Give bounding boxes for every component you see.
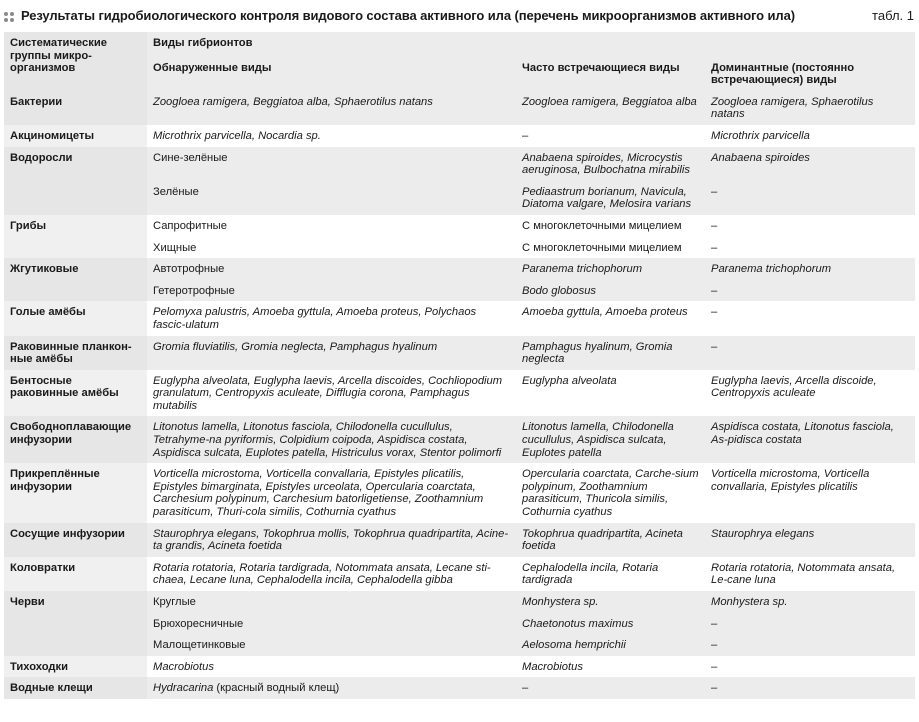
cell-group: Грибы [4, 215, 147, 237]
cell-frequent: Monhystera sp. [516, 591, 705, 613]
species-table [4, 32, 915, 699]
cell-dominant: – [705, 301, 915, 335]
detected-text: Круглые [153, 596, 196, 608]
cell-group [4, 613, 147, 635]
cell-dominant: – [705, 634, 915, 656]
cell-frequent: – [516, 677, 705, 699]
cell-dominant: – [705, 336, 915, 370]
detected-text: Брюхоресничные [153, 617, 244, 630]
cell-frequent: Euglypha alveolata [516, 370, 705, 417]
cell-detected [147, 656, 516, 678]
cell-dominant: Vorticella microstoma, Vorticella convallaria, Epistyles plicatilis [705, 463, 915, 522]
cell-frequent: Litonotus lamella, Chilodonella cucullulus, Aspidisca sulcata, Euplotes patella [516, 416, 705, 463]
cell-dominant: Anabaena spiroides [705, 147, 915, 181]
cell-dominant: – [705, 656, 915, 678]
detected-text: Малощетинковые [153, 639, 246, 652]
cell-group [4, 634, 147, 656]
cell-detected [147, 280, 516, 302]
table-row [4, 301, 915, 335]
cell-group: Коловратки [4, 557, 147, 591]
header-row [4, 32, 915, 52]
cell-detected [147, 237, 516, 259]
cell-detected [147, 591, 516, 613]
cell-frequent: Anabaena spiroides, Microcystis aeruginosa, Bulbochatna mirabilis [516, 147, 705, 181]
cell-frequent: Amoeba gyttula, Amoeba proteus [516, 301, 705, 335]
cell-group: Акциномицеты [4, 125, 147, 147]
cell-frequent: – [516, 125, 705, 147]
cell-detected [147, 613, 516, 635]
table-row [4, 125, 915, 147]
header-detected: Обнаруженные виды [147, 52, 516, 91]
header-frequent: Часто встречающиеся виды [516, 52, 705, 91]
cell-dominant: Rotaria rotatoria, Notommata ansata, Le-cane luna [705, 557, 915, 591]
detected-text: Хищные [153, 241, 197, 254]
cell-group: Свободноплавающие инфузории [4, 416, 147, 463]
detected-text: Zoogloea ramigera, Beggiatoa alba, Sphaerotilus natans [153, 95, 433, 108]
table-row [4, 258, 915, 280]
cell-group: Сосущие инфузории [4, 523, 147, 557]
cell-detected [147, 301, 516, 335]
table-row [4, 634, 915, 656]
cell-detected [147, 416, 516, 463]
cell-group [4, 237, 147, 259]
detected-text: Hydracarina [153, 682, 214, 695]
cell-frequent: Tokophrua quadripartita, Acineta foetida [516, 523, 705, 557]
cell-dominant: Aspidisca costata, Litonotus fasciola, As-pidisca costata [705, 416, 915, 463]
table-row [4, 91, 915, 125]
cell-dominant: Paranema trichophorum [705, 258, 915, 280]
table-row [4, 613, 915, 635]
cell-group: Прикреплённые инфузории [4, 463, 147, 522]
cell-frequent: Opercularia coarctata, Carche-sium polypinum, Zoothamnium parasiticum, Thuricola similis, Cothurnia cyathus [516, 463, 705, 522]
table-row [4, 336, 915, 370]
cell-detected [147, 91, 516, 125]
table-row [4, 523, 915, 557]
cell-detected [147, 181, 516, 215]
cell-dominant: Staurophrya elegans [705, 523, 915, 557]
header-groups: Систематические группы микро-организмов [4, 32, 147, 91]
cell-dominant: – [705, 677, 915, 699]
detected-text: Vorticella microstoma, Vorticella convallaria, Epistyles plicatilis, Epistyles bimarginata, Epistyles urceolata, Opercularia coarctata, Carchesium polypinum, Carchesium batorligetiense, Zoothamnium parasiticum, Thuri-cola similis, Cothurnia cyathus [153, 468, 484, 519]
cell-dominant: Microthrix parvicella [705, 125, 915, 147]
title-bar [0, 0, 919, 32]
cell-group: Раковинные планкон-ные амёбы [4, 336, 147, 370]
cell-group: Голые амёбы [4, 301, 147, 335]
cell-frequent: Paranema trichophorum [516, 258, 705, 280]
detected-suffix-text: (красный водный клещ) [213, 682, 340, 695]
table-row [4, 557, 915, 591]
cell-frequent: Pediaastrum borianum, Navicula, Diatoma valgare, Melosira varians [516, 181, 705, 215]
cell-detected [147, 125, 516, 147]
table-row [4, 416, 915, 463]
cell-group: Тихоходки [4, 656, 147, 678]
cell-frequent: С многоклеточными мицелием [516, 215, 705, 237]
cell-dominant: Zoogloea ramigera, Sphaerotilus natans [705, 91, 915, 125]
cell-detected [147, 215, 516, 237]
cell-detected [147, 677, 516, 699]
detected-text: Microthrix parvicella, Nocardia sp. [153, 129, 321, 142]
cell-frequent: Zoogloea ramigera, Beggiatoa alba [516, 91, 705, 125]
cell-detected [147, 523, 516, 557]
cell-group [4, 280, 147, 302]
table-row [4, 656, 915, 678]
cell-detected [147, 336, 516, 370]
table-row [4, 147, 915, 181]
cell-frequent: Chaetonotus maximus [516, 613, 705, 635]
detected-text: Зелёные [153, 185, 199, 198]
cell-group: Черви [4, 591, 147, 613]
cell-dominant: – [705, 237, 915, 259]
cell-dominant: – [705, 181, 915, 215]
cell-group: Водные клещи [4, 677, 147, 699]
cell-detected [147, 463, 516, 522]
cell-frequent: Bodo globosus [516, 280, 705, 302]
cell-group [4, 181, 147, 215]
detected-text: Rotaria rotatoria, Rotaria tardigrada, Notommata ansata, Lecane sti-chaea, Lecane luna, Cephalodella incila, Cephalodella gibba [153, 561, 491, 587]
cell-group: Водоросли [4, 147, 147, 181]
detected-text: Litonotus lamella, Litonotus fasciola, Chilodonella cucullulus, Tetrahyme-na pyriformis, Colpidium coipoda, Aspidisca costata, Aspidisca sulcata, Euplotes patella, Histriculus vorax, Stentor polimorfi [153, 421, 502, 459]
table-title: Результаты гидробиологического контроля видового состава активного ила (перечень микроорганизмов активного ила) [21, 8, 795, 23]
cell-group: Жгутиковые [4, 258, 147, 280]
cell-frequent: С многоклеточными мицелием [516, 237, 705, 259]
header-dominant: Доминантные (постоянно встречающиеся) виды [705, 52, 915, 91]
table-row [4, 237, 915, 259]
cell-frequent: Macrobiotus [516, 656, 705, 678]
bullet-dots-icon [4, 12, 14, 22]
cell-dominant: – [705, 280, 915, 302]
cell-frequent: Aelosoma hemprichii [516, 634, 705, 656]
table-body [4, 91, 915, 699]
table-row [4, 280, 915, 302]
table-reference: табл. 1 [872, 8, 914, 23]
detected-text: Сине-зелёные [153, 151, 228, 164]
detected-text: Гетеротрофные [153, 284, 235, 297]
header-species-group: Виды гибрионтов [147, 32, 915, 52]
cell-dominant: – [705, 215, 915, 237]
table-row [4, 677, 915, 699]
table-row [4, 370, 915, 417]
detected-text: Macrobiotus [153, 660, 214, 673]
cell-detected [147, 634, 516, 656]
cell-group: Бактерии [4, 91, 147, 125]
cell-frequent: Pamphagus hyalinum, Gromia neglecta [516, 336, 705, 370]
detected-text: Автотрофные [153, 263, 225, 276]
table-row [4, 463, 915, 522]
detected-text: Pelomyxa palustris, Amoeba gyttula, Amoeba proteus, Polychaos fascic-ulatum [153, 306, 477, 331]
cell-dominant: – [705, 613, 915, 635]
cell-detected [147, 147, 516, 181]
detected-text: Staurophrya elegans, Tokophrua mollis, Tokophrua quadripartita, Acine-ta grandis, Acineta foetida [153, 527, 509, 553]
cell-detected [147, 370, 516, 417]
cell-dominant: Monhystera sp. [705, 591, 915, 613]
cell-detected [147, 258, 516, 280]
cell-group: Бентосные раковинные амёбы [4, 370, 147, 417]
detected-text: Сапрофитные [153, 219, 227, 232]
table-row [4, 215, 915, 237]
cell-dominant: Euglypha laevis, Arcella discoide, Centropyxis aculeate [705, 370, 915, 417]
table-row [4, 591, 915, 613]
table-row [4, 181, 915, 215]
cell-detected [147, 557, 516, 591]
detected-text: Gromia fluviatilis, Gromia neglecta, Pamphagus hyalinum [153, 340, 438, 353]
cell-frequent: Cephalodella incila, Rotaria tardigrada [516, 557, 705, 591]
detected-text: Euglypha alveolata, Euglypha laevis, Arcella discoides, Cochliopodium granulatum, Centropyxis aculeate, Difflugia corona, Pamphagus mutabilis [153, 374, 503, 412]
